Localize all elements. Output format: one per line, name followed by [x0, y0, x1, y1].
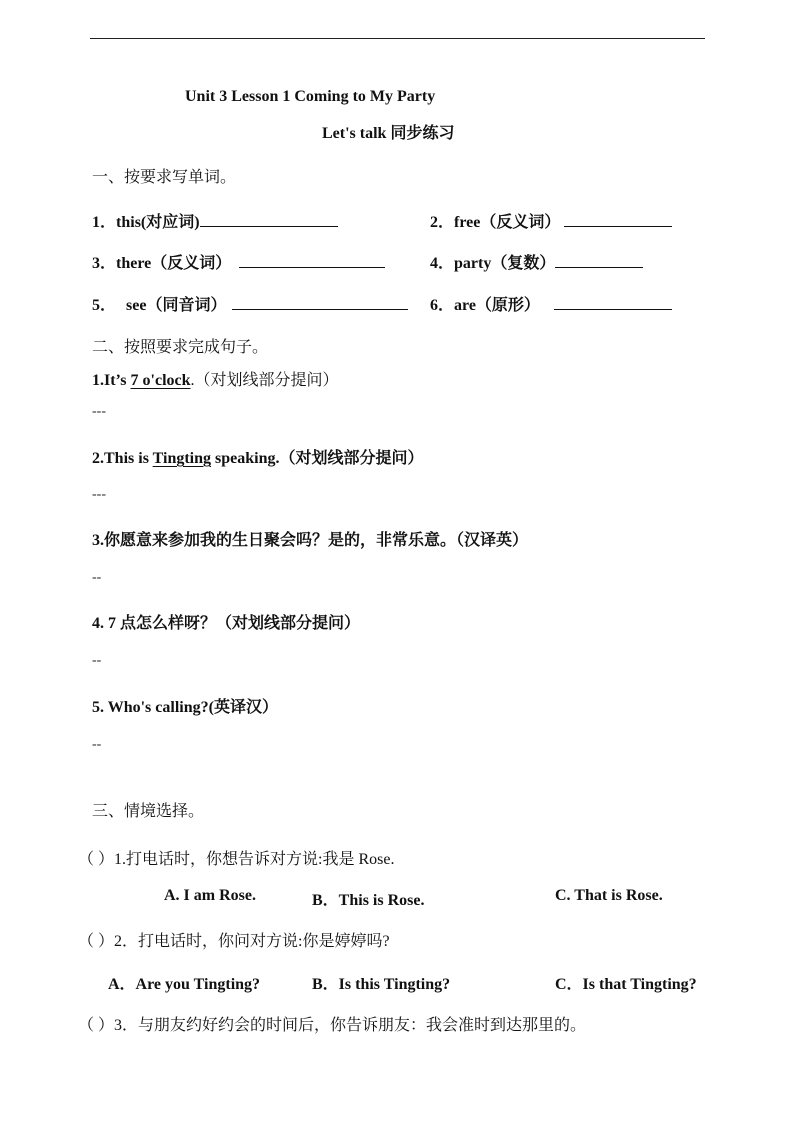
- s2-question-3: 3.你愿意来参加我的生日聚会吗？是的，非常乐意。（汉译英）: [92, 532, 529, 549]
- question-text: 2．打电话时，你问对方说:你是婷婷吗?: [114, 933, 390, 950]
- answer-blank[interactable]: [555, 251, 643, 268]
- item-number: 5．: [92, 297, 117, 314]
- item-label: party（复数）: [454, 255, 556, 272]
- question-instruction: speaking.（对划线部分提问）: [211, 450, 424, 467]
- section2-heading: 二、按照要求完成句子。: [92, 339, 269, 356]
- underlined-part: 7 o'clock: [130, 372, 191, 389]
- question-text: 2.This is: [92, 450, 153, 467]
- page-subtitle: Let's talk 同步练习: [322, 125, 455, 142]
- item-number: 4．: [430, 255, 455, 272]
- s2-question-2: [92, 445, 424, 468]
- option-c: C. That is Rose.: [555, 887, 663, 904]
- item-number: 1．: [92, 214, 117, 231]
- item-label: free（反义词）: [454, 214, 561, 231]
- s3-question-1: [78, 846, 394, 869]
- answer-paren[interactable]: （ ）: [78, 1017, 115, 1034]
- s1-item-1: [92, 209, 338, 232]
- answer-line[interactable]: --: [92, 737, 102, 752]
- answer-line[interactable]: --: [92, 653, 102, 668]
- s2-question-5: 5. Who's calling?(英译汉）: [92, 699, 278, 716]
- option-a: A. I am Rose.: [164, 887, 256, 904]
- item-label: are（原形）: [454, 297, 540, 314]
- answer-line[interactable]: ---: [92, 404, 106, 419]
- answer-blank[interactable]: [239, 251, 385, 268]
- answer-blank[interactable]: [200, 210, 338, 227]
- s2-question-1: [92, 367, 339, 390]
- option-c: C．Is that Tingting?: [555, 976, 697, 993]
- item-label: see（同音词）: [126, 297, 227, 314]
- answer-line[interactable]: --: [92, 570, 102, 585]
- s1-item-5: [92, 292, 408, 315]
- option-b: B．This is Rose.: [312, 892, 425, 909]
- s1-item-3: [92, 250, 385, 273]
- s3-question-3: [78, 1012, 586, 1035]
- answer-blank[interactable]: [232, 293, 408, 310]
- section3-heading: 三、情境选择。: [92, 803, 205, 820]
- page-title: Unit 3 Lesson 1 Coming to My Party: [185, 88, 436, 105]
- question-text: 1.打电话时，你想告诉对方说:我是 Rose.: [114, 851, 395, 868]
- option-a: A．Are you Tingting?: [108, 976, 261, 993]
- answer-line[interactable]: ---: [92, 487, 106, 502]
- s1-item-2: [430, 209, 672, 232]
- question-instruction: .（对划线部分提问）: [190, 372, 339, 389]
- item-number: 3．: [92, 255, 117, 272]
- section1-heading: 一、按要求写单词。: [92, 169, 237, 186]
- item-number: 2．: [430, 214, 455, 231]
- answer-blank[interactable]: [554, 293, 672, 310]
- s1-item-6: [430, 292, 672, 315]
- question-text: 3．与朋友约好约会的时间后，你告诉朋友：我会准时到达那里的。: [114, 1017, 587, 1034]
- answer-blank[interactable]: [564, 210, 672, 227]
- answer-paren[interactable]: （ ）: [78, 851, 115, 868]
- top-rule: [90, 38, 705, 39]
- item-number: 6．: [430, 297, 455, 314]
- answer-paren[interactable]: （ ）: [78, 933, 115, 950]
- item-label: there（反义词）: [116, 255, 232, 272]
- s2-question-4: 4. 7 点怎么样呀？（对划线部分提问）: [92, 615, 361, 632]
- question-text: 1.It’s: [92, 372, 131, 389]
- s3-question-2: [78, 928, 390, 951]
- underlined-part: Tingting: [152, 450, 212, 467]
- s1-item-4: [430, 250, 643, 273]
- option-b: B．Is this Tingting?: [312, 976, 451, 993]
- item-label: this(对应词): [116, 214, 200, 231]
